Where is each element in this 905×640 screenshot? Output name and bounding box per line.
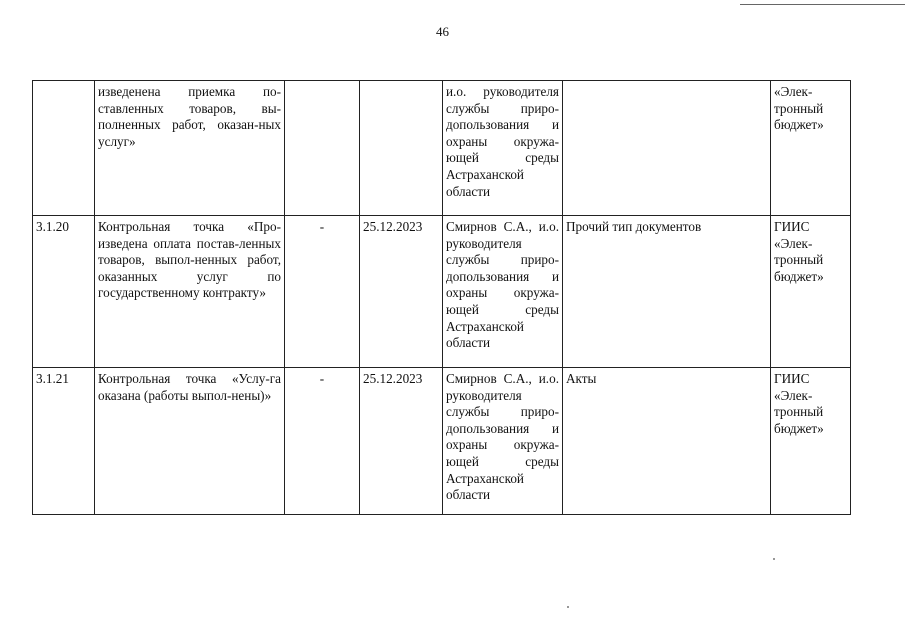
cell-name: изведенена приемка по-ставленных товаров, вы-полненных работ, оказан-ных услуг» <box>95 81 285 216</box>
cell-name: Контрольная точка «Услу-га оказана (работы выпол-нены)» <box>95 368 285 515</box>
cell-start-date <box>285 81 360 216</box>
cell-information-system: ГИИС «Элек-тронный бюджет» <box>771 368 851 515</box>
cell-responsible: и.о. руководителя службы приро-допользования и охраны окружа-ющей среды Астраханской области <box>443 81 563 216</box>
cell-start-date: - <box>285 368 360 515</box>
cell-responsible: Смирнов С.А., и.о. руководителя службы приро-допользования и охраны окружа-ющей среды Астраханской области <box>443 216 563 368</box>
cell-number: 3.1.21 <box>33 368 95 515</box>
cell-start-date: - <box>285 216 360 368</box>
scan-speck <box>773 558 775 560</box>
table-row <box>33 368 851 515</box>
scan-speck <box>567 606 569 608</box>
cell-end-date: 25.12.2023 <box>360 368 443 515</box>
table-row <box>33 216 851 368</box>
cell-name: Контрольная точка «Про-изведена оплата постав-ленных товаров, выпол-ненных работ, оказанных услуг по государственному контракту» <box>95 216 285 368</box>
cell-end-date <box>360 81 443 216</box>
cell-document-type: Прочий тип документов <box>563 216 771 368</box>
cell-information-system: «Элек-тронный бюджет» <box>771 81 851 216</box>
cell-end-date: 25.12.2023 <box>360 216 443 368</box>
table-row <box>33 81 851 216</box>
cell-number <box>33 81 95 216</box>
control-points-table <box>32 80 851 515</box>
header-rule <box>740 4 905 5</box>
cell-information-system: ГИИС «Элек-тронный бюджет» <box>771 216 851 368</box>
page-number: 46 <box>436 24 449 39</box>
cell-document-type <box>563 81 771 216</box>
cell-number: 3.1.20 <box>33 216 95 368</box>
cell-responsible: Смирнов С.А., и.о. руководителя службы приро-допользования и охраны окружа-ющей среды Астраханской области <box>443 368 563 515</box>
cell-document-type: Акты <box>563 368 771 515</box>
